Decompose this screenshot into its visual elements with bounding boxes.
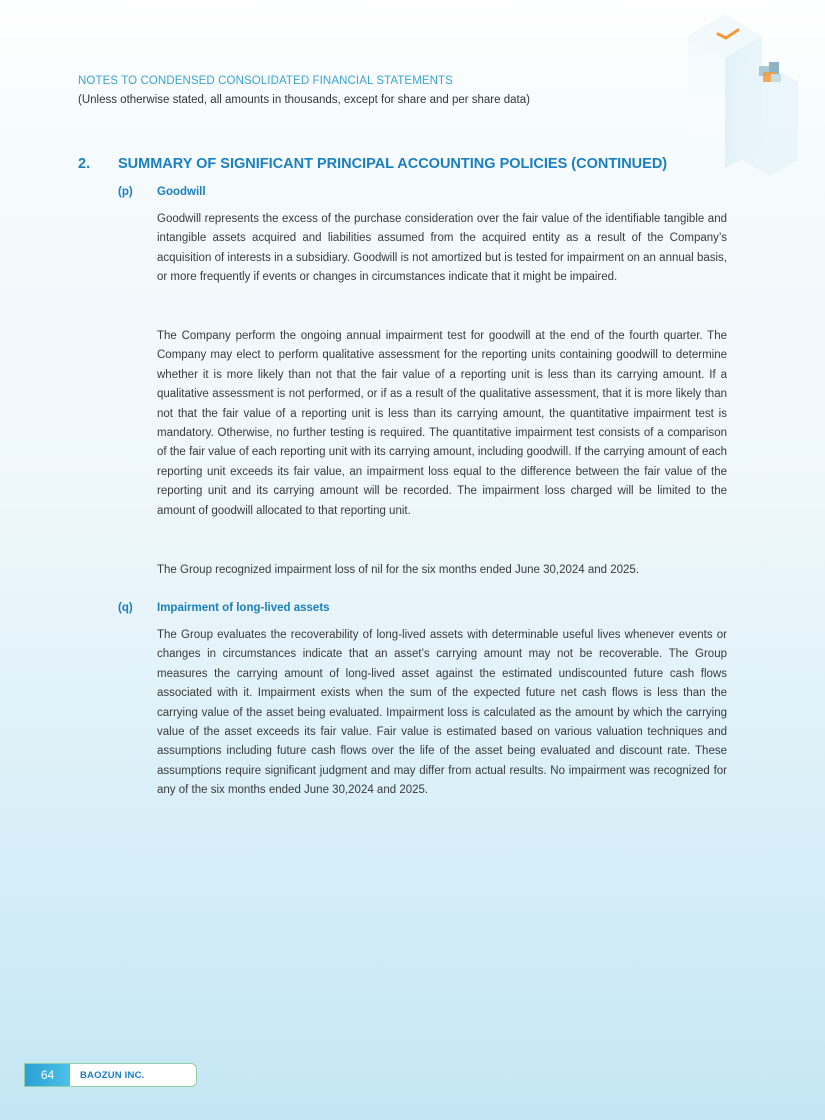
subsection-goodwill-heading <box>118 186 206 198</box>
subsection-title: Impairment of long-lived assets <box>157 602 330 614</box>
goodwill-paragraph-3: The Group recognized impairment loss of nil for the six months ended June 30,2024 and 2025. <box>157 564 640 576</box>
page-number: 64 <box>25 1064 70 1086</box>
subsection-letter: (q) <box>118 602 133 614</box>
section-number: 2. <box>78 156 91 172</box>
section-heading <box>78 156 667 172</box>
subsection-letter: (p) <box>118 186 133 198</box>
header-subtitle: (Unless otherwise stated, all amounts in thousands, except for share and per share data) <box>78 94 530 106</box>
page-footer <box>24 1063 197 1087</box>
section-title: SUMMARY OF SIGNIFICANT PRINCIPAL ACCOUNTING POLICIES (CONTINUED) <box>118 156 668 172</box>
subsection-impairment-heading <box>118 602 330 614</box>
header-title: NOTES TO CONDENSED CONSOLIDATED FINANCIAL STATEMENTS <box>78 75 453 87</box>
subsection-title: Goodwill <box>157 186 206 198</box>
company-name: BAOZUN INC. <box>80 1069 145 1081</box>
goodwill-paragraph-1: Goodwill represents the excess of the purchase consideration over the fair value of the identifiable tangible and intangible assets acquired and liabilities assumed from the acquired entity as a result of the Company’s acquisition of interests in a subsidiary. Goodwill is not amortized but is tested for impairment on an annual basis, or more frequently if events or changes in circumstances indicate that it might be impaired. <box>157 213 727 284</box>
goodwill-paragraph-2: The Company perform the ongoing annual impairment test for goodwill at the end of the fourth quarter. The Company may elect to perform qualitative assessment for the reporting units containing goodwill to determine whether it is more likely than not that the fair value of a reporting unit is less than its carrying amount. If a qualitative assessment is not performed, or if as a result of the qualitative assessment, that it is more likely than not that the fair value of a reporting unit is less than its carrying amount, the quantitative impairment test is mandatory. Otherwise, no further testing is required. The quantitative impairment test consists of a comparison of the fair value of each reporting unit with its carrying amount, including goodwill. If the carrying amount of each reporting unit exceeds its fair value, an impairment loss equal to the difference between the fair value of the reporting unit and its carrying amount will be recorded. The impairment loss charged will be limited to the amount of goodwill allocated to that reporting unit. <box>157 330 727 517</box>
impairment-paragraph-1: The Group evaluates the recoverability of long-lived assets with determinable useful lives whenever events or changes in circumstances indicate that an asset’s carrying amount may not be recoverable. The Group measures the carrying amount of long-lived asset against the estimated undiscounted future cash flows associated with it. Impairment exists when the sum of the expected future net cash flows is less than the carrying value of the asset being evaluated. Impairment loss is calculated as the amount by which the carrying value of the asset exceeds its fair value. Fair value is estimated based on various valuation techniques and assumptions including future cash flows over the life of the asset being evaluated and discount rate. These assumptions require significant judgment and may differ from actual results. No impairment was recognized for any of the six months ended June 30,2024 and 2025. <box>157 629 727 797</box>
